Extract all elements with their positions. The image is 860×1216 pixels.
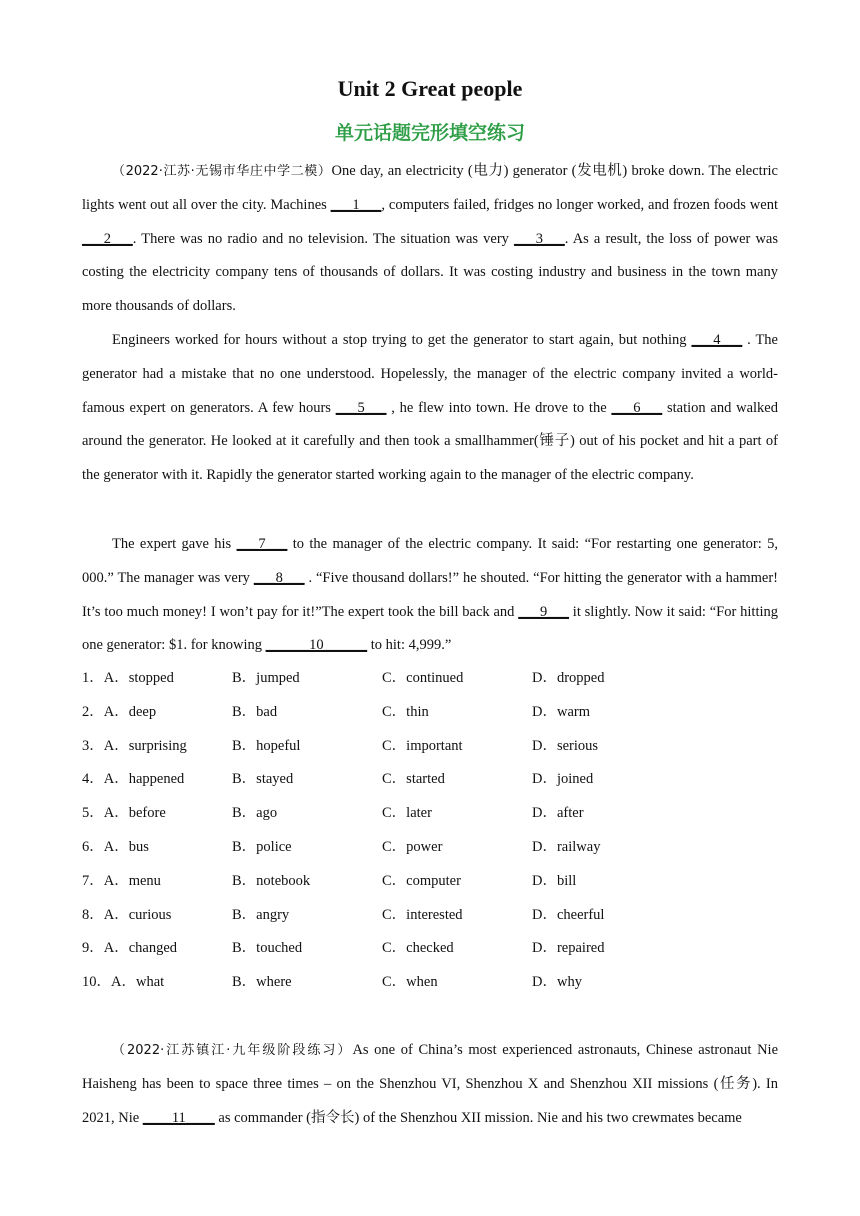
passage-text: One day, an electricity (电力) generator (发电机) broke down. The electric lights went out all over the city. Machines [82, 163, 778, 213]
option-c: C．continued [382, 670, 464, 686]
passage-text: Engineers worked for hours without a stop trying to get the generator to start again, but nothing [112, 332, 692, 348]
option-d: D．warm [532, 703, 590, 720]
question-number-and-option-a [82, 865, 161, 899]
page-title: Unit 2 Great people [337, 76, 523, 101]
question-number-and-option-a [82, 932, 177, 966]
blank-3: ___3___ [514, 230, 565, 247]
question-row [82, 899, 778, 933]
option-b: B．hopeful [232, 737, 301, 754]
question-row [82, 696, 778, 730]
option-c: C．power [382, 838, 443, 855]
blank-8: ___8___ [253, 569, 305, 586]
option-d: D．bill [532, 872, 577, 889]
question-row [82, 797, 778, 831]
question-number: 10． [82, 974, 111, 991]
question-number-and-option-a [82, 662, 174, 696]
passage-text: As one of China’s most experienced astronauts, Chinese astronaut Nie Haisheng has been to space three times – on the Shenzhou VI, Shenzhou X and Shenzhou XII missions (任务). In 2021, Nie [82, 1042, 778, 1126]
passage1-paragraph-3 [82, 528, 778, 663]
blank-6: ___6___ [611, 399, 663, 416]
blank-5: ___5___ [335, 399, 387, 416]
passage1-source: （2022·江苏·无锡市华庄中学二模） [112, 164, 332, 179]
option-a: A．bus [103, 838, 149, 855]
passage-text: to hit: 4,999.” [367, 637, 452, 654]
question-number-and-option-a [82, 696, 156, 730]
passage-text: . “Five thousand dollars!” he shouted. “For hitting the generator with a hammer! It’s too much money! I won’t pay for it!”The expert took the bill back and [82, 569, 779, 620]
option-d: D．railway [532, 838, 601, 855]
question-row [82, 966, 778, 1000]
question-row [82, 865, 778, 899]
option-b: B．stayed [232, 771, 294, 788]
option-a: A．deep [103, 703, 157, 720]
question-number: 7． [82, 872, 104, 889]
passage1-paragraph-1 [82, 155, 778, 324]
passage2-paragraph-1 [82, 1034, 778, 1135]
blank-2: ___2___ [82, 230, 133, 247]
question-options [82, 662, 778, 1000]
option-d: D．joined [532, 771, 594, 788]
blank-9: ___9___ [518, 603, 569, 620]
option-b: B．where [232, 974, 292, 991]
option-d: D．why [532, 974, 582, 991]
option-c: C．important [382, 737, 463, 754]
question-row [82, 763, 778, 797]
option-b: B．notebook [232, 872, 311, 889]
question-number-and-option-a [82, 730, 187, 764]
option-a: A．before [103, 805, 166, 822]
question-number: 3． [82, 737, 104, 754]
question-number-and-option-a [82, 831, 149, 865]
option-b: B．bad [232, 703, 278, 720]
option-b: B．touched [232, 940, 303, 957]
option-b: B．angry [232, 906, 290, 923]
blank-10: ______10______ [265, 637, 368, 654]
question-number-and-option-a [82, 797, 166, 831]
option-c: C．computer [382, 872, 461, 889]
question-number: 8． [82, 906, 104, 923]
option-c: C．thin [382, 703, 429, 720]
passage-text: , he flew into town. He drove to the [386, 399, 612, 416]
option-b: B．jumped [232, 670, 300, 686]
passage-text: as commander (指令长) of the Shenzhou XII mission. Nie and his two crewmates became [214, 1109, 742, 1126]
option-b: B．police [232, 838, 292, 855]
option-d: D．repaired [532, 940, 605, 957]
question-number: 9． [82, 940, 104, 957]
option-d: D．after [532, 805, 584, 822]
blank-7: ___7___ [236, 536, 288, 552]
passage-text: station and walked around the generator. He looked at it carefully and then took a smallhammer(锤子) out of his pocket and hit a part of the generator with it. Rapidly the generator started working again to the manager of the electric company. [82, 399, 778, 484]
question-number: 2． [82, 703, 104, 720]
option-c: C．interested [382, 906, 463, 923]
question-number: 6． [82, 838, 104, 855]
question-row [82, 662, 778, 696]
option-c: C．when [382, 974, 438, 991]
passage-text: . As a result, the loss of power was costing the electricity company tens of thousands of dollars. It was costing industry and business in the town many more thousands of dollars. [82, 230, 778, 315]
passage-text: to the manager of the electric company. It said: “For restarting one generator: 5, 000.” The manager was very [82, 536, 778, 586]
blank-11: ____11____ [142, 1109, 215, 1126]
question-number: 1． [82, 670, 104, 686]
option-a: A．happened [103, 771, 185, 788]
page-subtitle: 单元话题完形填空练习 [334, 122, 525, 144]
option-d: D．serious [532, 737, 599, 754]
question-row [82, 730, 778, 764]
passage-text: , computers failed, fridges no longer worked, and frozen foods went [381, 196, 778, 213]
passage-text: The expert gave his [112, 536, 237, 552]
option-d: D．dropped [532, 670, 605, 686]
passage2-source: （2022·江苏镇江·九年级阶段练习） [112, 1043, 353, 1058]
option-a: A．surprising [103, 737, 187, 754]
question-row [82, 831, 778, 865]
option-a: A．curious [103, 906, 172, 923]
blank-1: ___1___ [330, 196, 382, 213]
question-number: 4． [82, 771, 104, 788]
question-number: 5． [82, 805, 104, 822]
option-a: A．menu [103, 872, 161, 889]
question-number-and-option-a [82, 966, 164, 1000]
option-a: A．what [111, 974, 165, 991]
option-b: B．ago [232, 805, 278, 822]
passage-text: it slightly. Now it said: “For hitting one generator: $1. for knowing [82, 603, 778, 654]
passage1-paragraph-2 [82, 324, 778, 493]
option-c: C．started [382, 771, 445, 788]
option-d: D．cheerful [532, 906, 605, 923]
option-a: A．stopped [103, 670, 174, 686]
option-c: C．checked [382, 940, 454, 957]
question-number-and-option-a [82, 763, 184, 797]
passage-text: . There was no radio and no television. The situation was very [132, 230, 515, 247]
blank-4: ___4___ [691, 332, 743, 348]
question-number-and-option-a [82, 899, 171, 933]
passage-text: . The generator had a mistake that no one understood. Hopelessly, the manager of the electric company invited a world-famous expert on generators. A few hours [82, 332, 778, 416]
option-a: A．changed [103, 940, 178, 957]
option-c: C．later [382, 805, 432, 822]
question-row [82, 932, 778, 966]
